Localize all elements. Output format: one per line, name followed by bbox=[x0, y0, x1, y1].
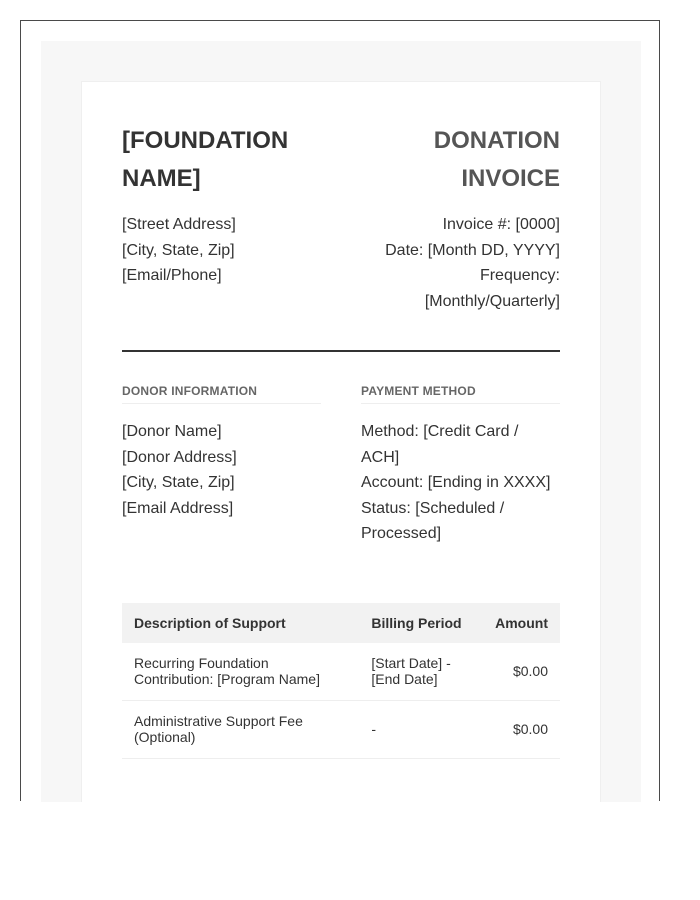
donor-information bbox=[122, 384, 321, 547]
address-meta-row bbox=[122, 212, 560, 314]
description-cell: Administrative Support Fee (Optional) bbox=[122, 700, 359, 758]
invoice-date: Date: [Month DD, YYYY] bbox=[385, 241, 560, 259]
payment-line: Account: [Ending in XXXX] bbox=[361, 474, 551, 491]
payment-line: Method: [Credit Card / ACH] bbox=[361, 423, 519, 466]
billing-period-cell: - bbox=[359, 700, 483, 758]
invoice-header bbox=[122, 122, 560, 198]
payment-line: Status: [Scheduled / Processed] bbox=[361, 499, 505, 542]
address-line: [Email/Phone] bbox=[122, 267, 222, 284]
foundation-address bbox=[122, 212, 236, 314]
amount-cell: $0.00 bbox=[483, 643, 560, 701]
donor-heading: DONOR INFORMATION bbox=[122, 384, 321, 404]
page-background bbox=[41, 41, 641, 802]
invoice-frequency: Frequency: [Monthly/Quarterly] bbox=[424, 267, 560, 310]
document-frame bbox=[20, 20, 660, 801]
foundation-name: [FOUNDATION NAME] bbox=[122, 127, 289, 192]
table-row bbox=[122, 643, 560, 701]
donor-line: [Donor Name] bbox=[122, 423, 222, 440]
payment-lines bbox=[361, 419, 560, 547]
donor-line: [Email Address] bbox=[122, 499, 234, 517]
amount-cell: $0.00 bbox=[483, 700, 560, 758]
column-header: Billing Period bbox=[359, 603, 483, 643]
address-line: [Street Address] bbox=[122, 216, 236, 233]
description-cell: Recurring Foundation Contribution: [Program Name] bbox=[122, 643, 359, 701]
donor-lines bbox=[122, 419, 321, 521]
info-section bbox=[122, 384, 560, 547]
invoice-content bbox=[122, 122, 560, 759]
table-row bbox=[122, 700, 560, 758]
payment-heading: PAYMENT METHOD bbox=[361, 384, 560, 404]
address-line: [City, State, Zip] bbox=[122, 241, 235, 259]
invoice-title: DONATION INVOICE bbox=[433, 127, 560, 192]
column-header: Amount bbox=[483, 603, 560, 643]
column-header: Description of Support bbox=[122, 603, 359, 643]
table-header-row bbox=[122, 603, 560, 643]
billing-period-cell: [Start Date] - [End Date] bbox=[359, 643, 483, 701]
invoice-meta bbox=[360, 212, 560, 314]
invoice-number: Invoice #: [0000] bbox=[442, 216, 560, 233]
invoice-paper bbox=[81, 81, 601, 802]
payment-method bbox=[361, 384, 560, 547]
support-table bbox=[122, 603, 560, 759]
donor-line: [City, State, Zip] bbox=[122, 474, 235, 491]
header-divider bbox=[122, 350, 560, 352]
donor-line: [Donor Address] bbox=[122, 448, 237, 466]
